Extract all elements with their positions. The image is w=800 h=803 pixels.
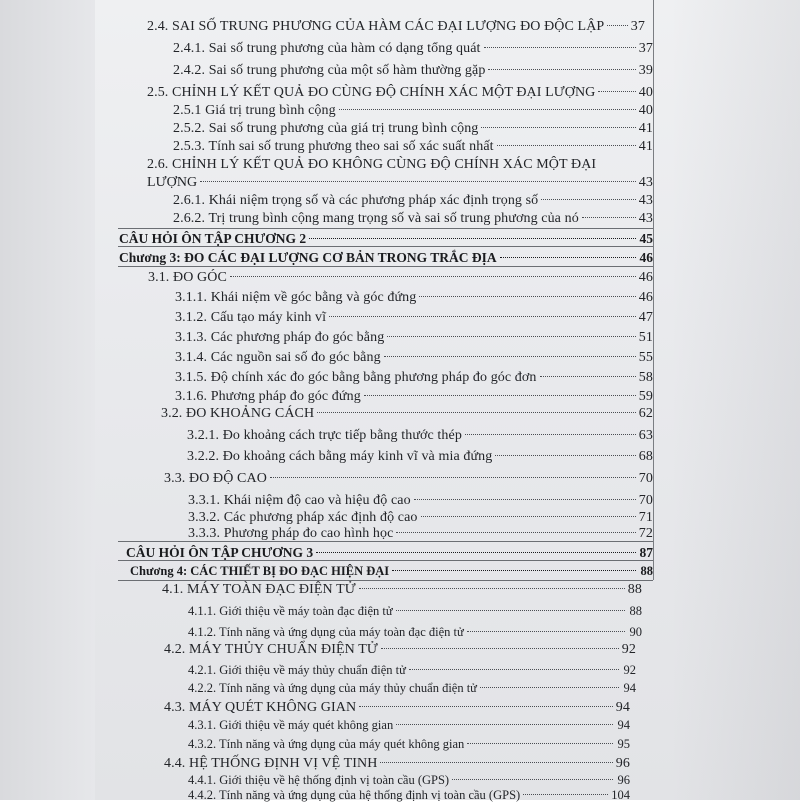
toc-page-number: 37 (630, 19, 645, 34)
toc-title: 3.3. ĐO ĐỘ CAO (164, 471, 267, 486)
toc-title: 3.1.4. Các nguồn sai số đo góc bằng (175, 350, 381, 365)
toc-title: 4.3.1. Giới thiệu về máy quét không gian (188, 718, 394, 732)
toc-title: 2.5.3. Tính sai số trung phương theo sai số xác suất nhất (173, 139, 494, 154)
toc-entry (188, 681, 636, 696)
toc-entry (188, 718, 630, 733)
dot-leader (497, 145, 636, 146)
toc-title: 3.3.2. Các phương pháp xác định độ cao (188, 510, 418, 525)
divider (118, 560, 653, 561)
dot-leader (480, 687, 619, 688)
toc-page-number: 46 (638, 290, 653, 305)
dot-leader (364, 395, 636, 396)
toc-title: 2.5.1 Giá trị trung bình cộng (173, 103, 336, 118)
toc-page-number: 39 (638, 63, 653, 78)
toc-title: 4.3. MÁY QUÉT KHÔNG GIAN (164, 700, 357, 715)
toc-page-number: 94 (617, 718, 630, 732)
dot-leader (396, 610, 625, 611)
toc-entry (147, 85, 653, 101)
dot-leader (384, 356, 636, 357)
toc-title: CÂU HỎI ÔN TẬP CHƯƠNG 3 (126, 545, 314, 560)
toc-title: Chương 4: CÁC THIẾT BỊ ĐO ĐẠC HIỆN ĐẠI (130, 564, 390, 578)
dot-leader (495, 455, 635, 456)
toc-page-number: 70 (638, 493, 653, 508)
divider (118, 246, 653, 247)
toc-page-number: 55 (638, 350, 653, 365)
toc-entry (148, 270, 653, 286)
toc-entry (173, 41, 653, 57)
toc-page-number: 94 (615, 700, 630, 715)
toc-page-number: 47 (638, 310, 653, 325)
toc-entry (119, 250, 653, 266)
toc-title: 4.2.1. Giới thiệu về máy thủy chuẩn điện tử (188, 663, 406, 677)
toc-page-number: 63 (638, 428, 653, 443)
dot-leader (465, 434, 636, 435)
toc-entry (188, 625, 642, 640)
toc-page-number: 51 (638, 330, 653, 345)
toc-entry (188, 526, 653, 542)
dot-leader (582, 217, 636, 218)
toc-entry (188, 493, 653, 509)
toc-page-number: 62 (638, 406, 653, 421)
dot-leader (200, 181, 636, 182)
toc-title: 3.1.6. Phương pháp đo góc đứng (175, 389, 361, 404)
toc-title: 4.1.2. Tính năng và ứng dụng của máy toàn đạc điện tử (188, 625, 464, 639)
divider (118, 228, 653, 229)
toc-page-number: 43 (638, 211, 653, 226)
toc-entry (188, 510, 653, 526)
dot-leader (481, 127, 635, 128)
column-rule (653, 0, 654, 580)
toc-title: 4.2. MÁY THỦY CHUẨN ĐIỆN TỬ (164, 642, 378, 657)
toc-title: Chương 3: ĐO CÁC ĐẠI LƯỢNG CƠ BẢN TRONG TRẮC ĐỊA (119, 250, 497, 265)
toc-title: 2.5.2. Sai số trung phương của giá trị trung bình cộng (173, 121, 479, 136)
toc-page-number: 92 (621, 642, 636, 657)
toc-page-number: 70 (638, 471, 653, 486)
toc-entry (119, 231, 653, 247)
toc-page-number: 88 (640, 564, 653, 578)
toc-entry (173, 103, 653, 119)
dot-leader (396, 532, 635, 533)
dot-leader (523, 794, 608, 795)
toc-title: 3.1.3. Các phương pháp đo góc bằng (175, 330, 385, 345)
dot-leader (359, 706, 613, 707)
toc-entry (164, 471, 653, 487)
toc-title: 4.1.1. Giới thiệu về máy toàn đạc điện tử (188, 604, 393, 618)
toc-title: 2.4.1. Sai số trung phương của hàm có dạng tổng quát (173, 41, 481, 56)
dot-leader (414, 499, 636, 500)
toc-entry (147, 175, 653, 191)
toc-title: 2.6.1. Khái niệm trọng số và các phương pháp xác định trọng số (173, 193, 539, 208)
toc-title: 4.4. HỆ THỐNG ĐỊNH VỊ VỆ TINH (164, 756, 378, 771)
dot-leader (500, 257, 636, 258)
toc-page-number: 96 (617, 773, 630, 787)
toc-page-number: 88 (629, 604, 642, 618)
toc-title: 3.3.1. Khái niệm độ cao và hiệu độ cao (188, 493, 411, 508)
dot-leader (316, 552, 636, 553)
toc-entry (147, 19, 645, 35)
dot-leader (396, 724, 613, 725)
toc-title-continued: LƯỢNG (147, 175, 198, 190)
toc-entry (187, 449, 653, 465)
toc-title: 3.3.3. Phương pháp đo cao hình học (188, 526, 394, 541)
toc-entry (126, 545, 653, 561)
toc-title: 3.2.2. Đo khoảng cách bằng máy kinh vĩ và mia đứng (187, 449, 493, 464)
toc-title: 4.3.2. Tính năng và ứng dụng của máy quét không gian (188, 737, 465, 751)
toc-page-number: 41 (638, 121, 653, 136)
toc-page-number: 41 (638, 139, 653, 154)
divider (118, 541, 653, 542)
toc-page-number: 68 (638, 449, 653, 464)
toc-entry (175, 310, 653, 326)
dot-leader (387, 336, 635, 337)
divider (118, 580, 653, 581)
toc-title: CÂU HỎI ÔN TẬP CHƯƠNG 2 (119, 231, 307, 246)
dot-leader (381, 648, 619, 649)
dot-leader (421, 516, 636, 517)
toc-page-number: 37 (638, 41, 653, 56)
toc-entry (173, 211, 653, 227)
dot-leader (317, 412, 636, 413)
toc-title: 3.2. ĐO KHOẢNG CÁCH (161, 406, 315, 421)
toc-entry (173, 139, 653, 155)
toc-page-number: 46 (638, 270, 653, 285)
toc-page-number: 95 (617, 737, 630, 751)
toc-entry (164, 700, 630, 716)
toc-title: 3.1.1. Khái niệm về góc bằng và góc đứng (175, 290, 417, 305)
toc-entry (164, 756, 630, 772)
toc-entry (188, 788, 630, 803)
dot-leader (329, 316, 636, 317)
toc-title: 2.6. CHỈNH LÝ KẾT QUẢ ĐO KHÔNG CÙNG ĐỘ CHÍNH XÁC MỘT ĐẠI (147, 157, 597, 172)
toc-title: 2.4. SAI SỐ TRUNG PHƯƠNG CỦA HÀM CÁC ĐẠI LƯỢNG ĐO ĐỘC LẬP (147, 19, 605, 34)
toc-entry (175, 370, 653, 386)
toc-page-number: 43 (638, 175, 653, 190)
toc-page-number: 45 (639, 231, 653, 246)
toc-page-number: 43 (638, 193, 653, 208)
dot-leader (419, 296, 635, 297)
dot-leader (452, 779, 613, 780)
toc-entry (173, 193, 653, 209)
dot-leader (484, 47, 636, 48)
toc-title: 3.1.2. Cấu tạo máy kinh vĩ (175, 310, 327, 325)
toc-page-number: 71 (638, 510, 653, 525)
toc-page-number: 46 (639, 250, 653, 265)
toc-page-number: 90 (629, 625, 642, 639)
toc-title: 2.4.2. Sai số trung phương của một số hàm thường gặp (173, 63, 486, 78)
toc-entry (175, 350, 653, 366)
toc-page-number: 104 (611, 788, 630, 802)
toc-page-number: 88 (627, 582, 642, 597)
dot-leader (230, 276, 636, 277)
toc-page-number: 40 (638, 85, 653, 100)
toc-entry (188, 737, 630, 752)
toc-title: 2.6.2. Trị trung bình cộng mang trọng số và sai số trung phương của nó (173, 211, 579, 226)
toc-title: 4.4.2. Tính năng và ứng dụng của hệ thống định vị toàn cầu (GPS) (188, 788, 521, 802)
toc-entry (175, 330, 653, 346)
toc-entry (175, 389, 653, 405)
toc-title: 4.1. MÁY TOÀN ĐẠC ĐIỆN TỬ (162, 582, 356, 597)
dot-leader (488, 69, 635, 70)
toc-entry (173, 63, 653, 79)
dot-leader (309, 238, 636, 239)
dot-leader (270, 477, 636, 478)
dot-leader (540, 376, 636, 377)
toc-entry (187, 428, 653, 444)
toc-entry (188, 604, 642, 619)
toc-title: 2.5. CHỈNH LÝ KẾT QUẢ ĐO CÙNG ĐỘ CHÍNH XÁC MỘT ĐẠI LƯỢNG (147, 85, 596, 100)
toc-title: 3.1.5. Độ chính xác đo góc bằng bằng phương pháp đo góc đơn (175, 370, 537, 385)
toc-page-number: 72 (638, 526, 653, 541)
dot-leader (359, 588, 625, 589)
toc-title: 4.2.2. Tính năng và ứng dụng của máy thủy chuẩn điện tử (188, 681, 477, 695)
dot-leader (409, 669, 619, 670)
toc-title: 3.2.1. Đo khoảng cách trực tiếp bằng thước thép (187, 428, 462, 443)
dot-leader (380, 762, 612, 763)
divider (118, 266, 653, 267)
toc-page-number: 59 (638, 389, 653, 404)
dot-leader (467, 743, 613, 744)
toc-page-number: 94 (623, 681, 636, 695)
dot-leader (392, 570, 636, 571)
dot-leader (607, 25, 627, 26)
toc-page-number: 87 (639, 545, 653, 560)
toc-entry (188, 663, 636, 678)
dot-leader (598, 91, 635, 92)
dot-leader (467, 631, 625, 632)
toc-page-number: 92 (623, 663, 636, 677)
toc-entry (175, 290, 653, 306)
toc-entry (161, 406, 653, 422)
toc-entry (162, 582, 642, 598)
toc-page-number: 58 (638, 370, 653, 385)
dot-leader (339, 109, 636, 110)
toc-entry (130, 564, 653, 579)
toc-entry (164, 642, 636, 658)
toc-title: 4.4.1. Giới thiệu về hệ thống định vị toàn cầu (GPS) (188, 773, 450, 787)
toc-page-number: 40 (638, 103, 653, 118)
toc-entry (188, 773, 630, 788)
toc-entry (173, 121, 653, 137)
toc-title: 3.1. ĐO GÓC (148, 270, 227, 285)
dot-leader (541, 199, 636, 200)
toc-page-number: 96 (615, 756, 630, 771)
